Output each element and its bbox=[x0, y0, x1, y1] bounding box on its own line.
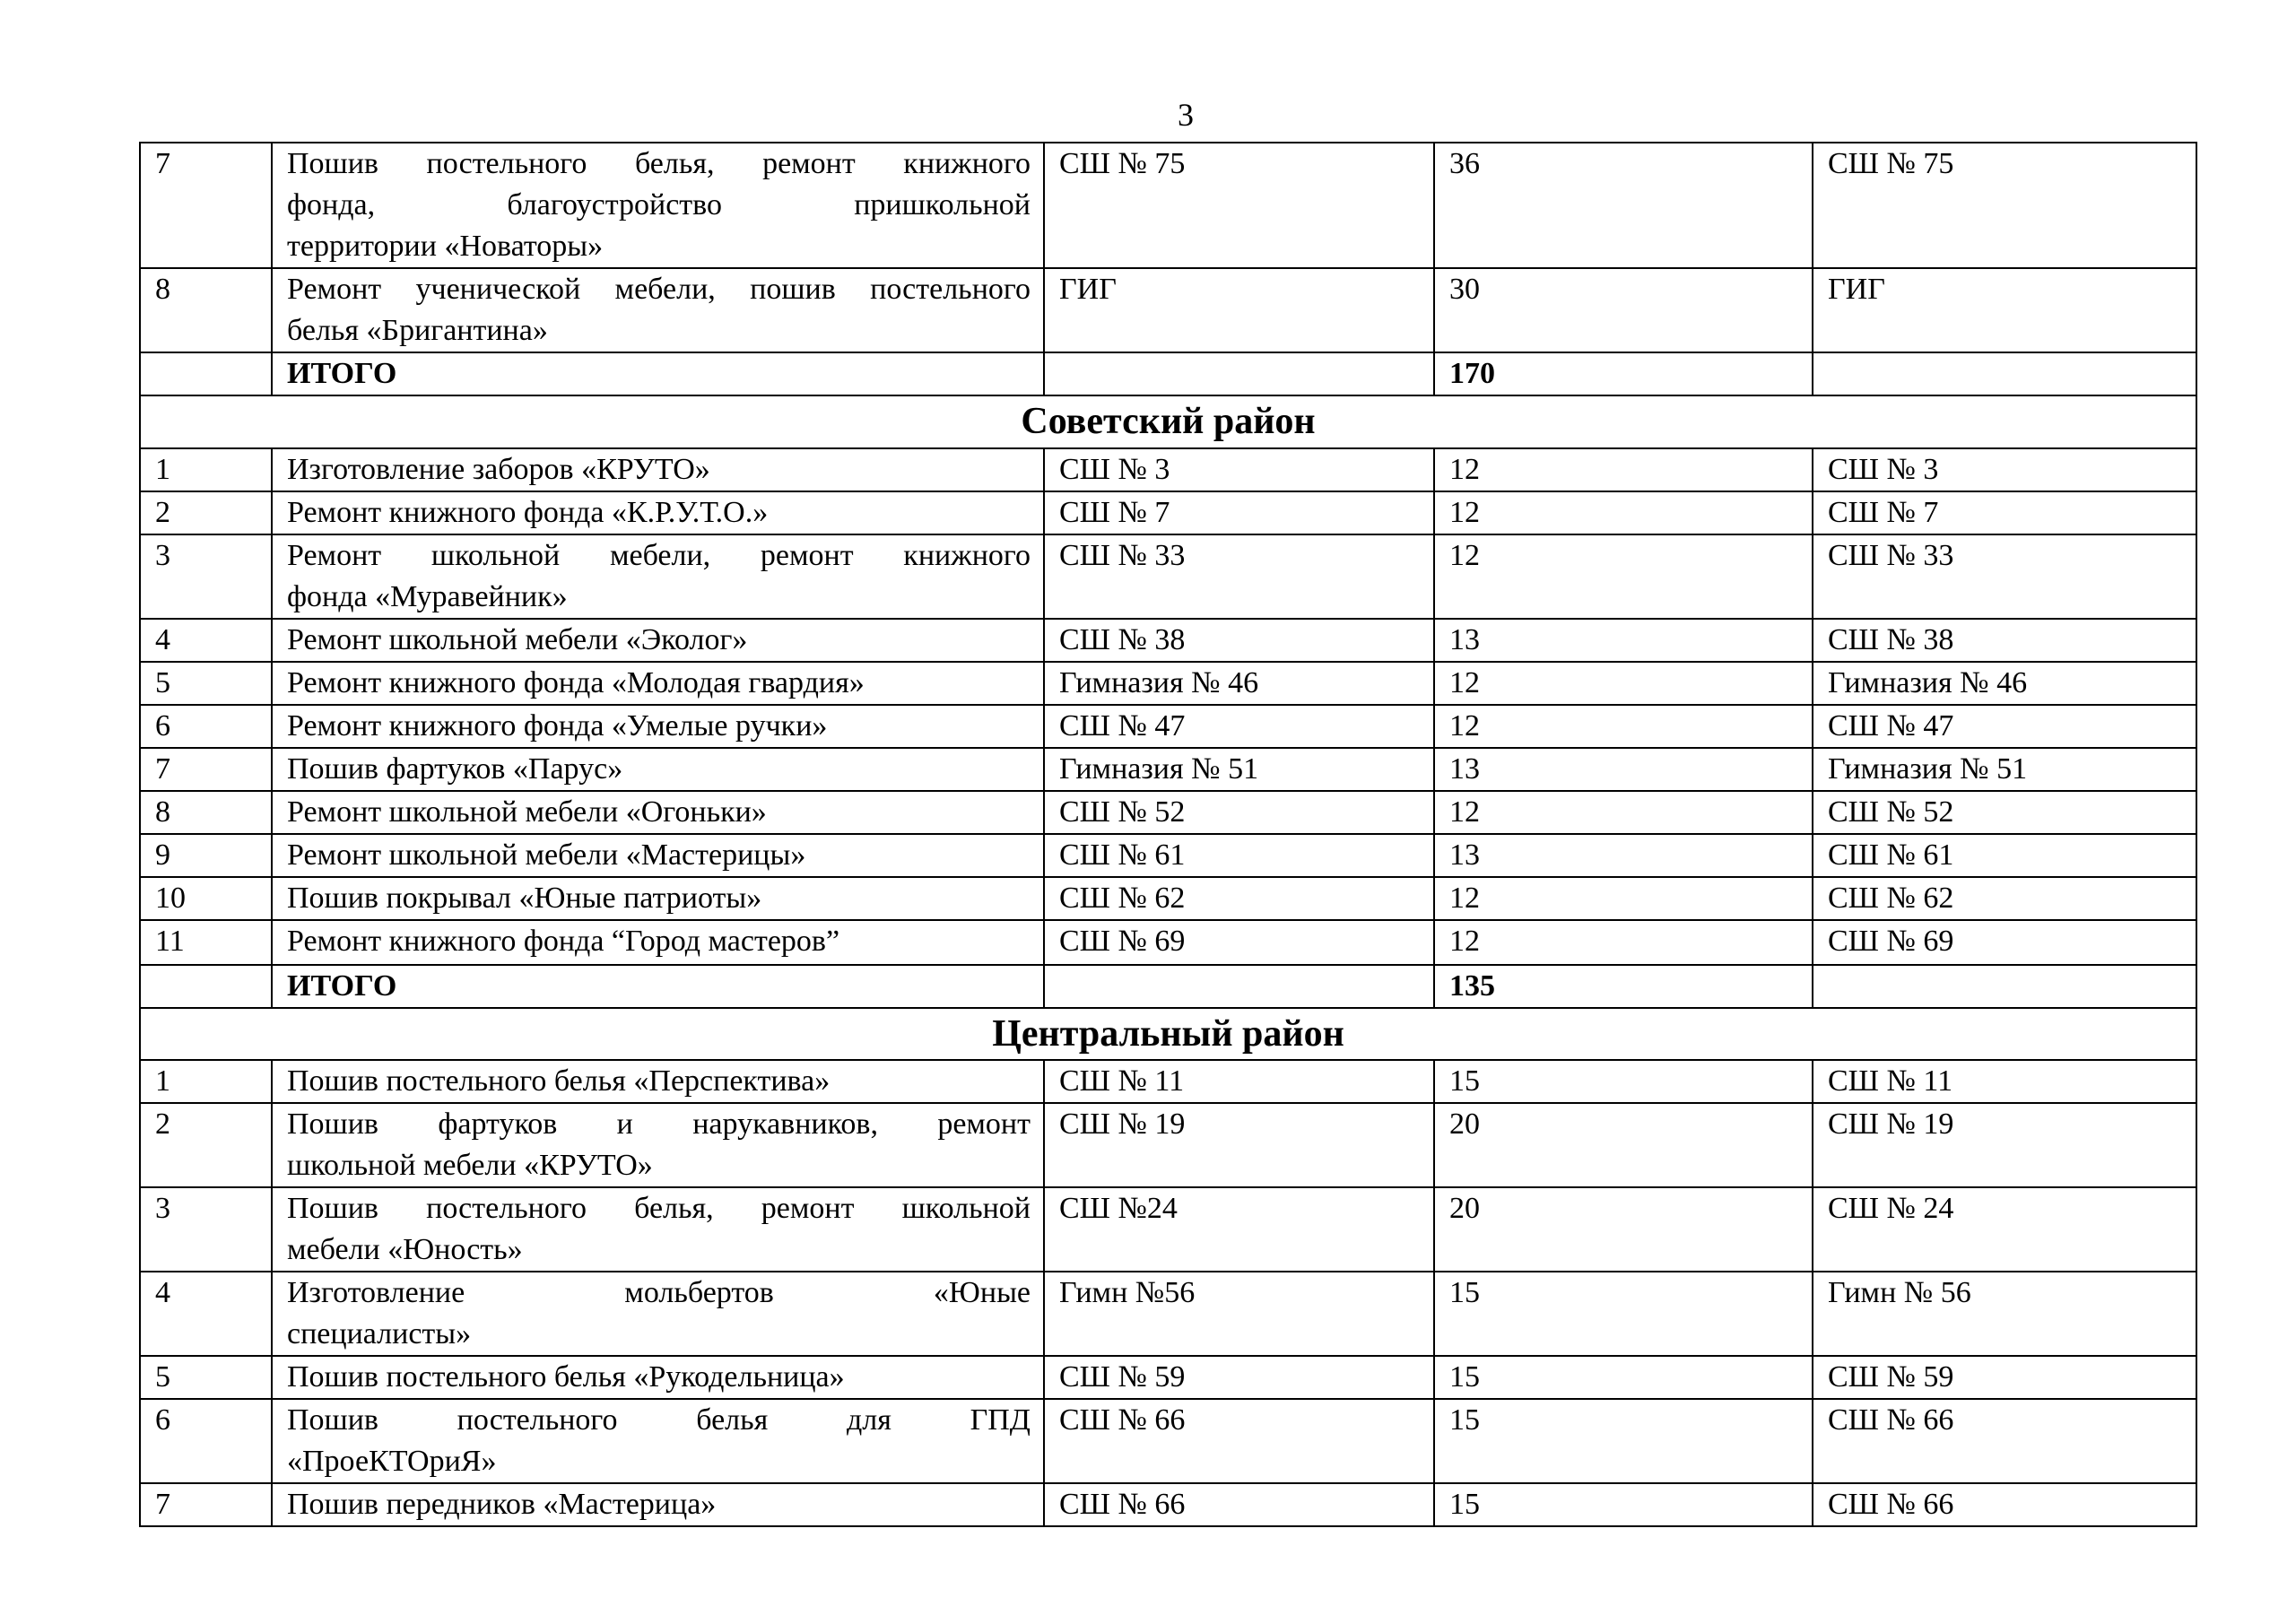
description-line: Изготовление заборов «КРУТО» bbox=[287, 453, 710, 486]
total-empty-cell bbox=[1044, 352, 1434, 395]
school-cell: СШ № 62 bbox=[1044, 877, 1434, 920]
table-row bbox=[140, 748, 2196, 791]
table-row bbox=[140, 705, 2196, 748]
description-line: мебели «Юность» bbox=[287, 1233, 523, 1266]
school-cell: СШ № 61 bbox=[1044, 834, 1434, 877]
table-row bbox=[140, 877, 2196, 920]
participants-count: 15 bbox=[1434, 1356, 1813, 1399]
project-description bbox=[272, 791, 1044, 834]
school-cell: СШ № 69 bbox=[1044, 920, 1434, 965]
total-label: ИТОГО bbox=[272, 965, 1044, 1008]
school-cell: СШ № 11 bbox=[1044, 1060, 1434, 1103]
venue-cell: СШ № 33 bbox=[1813, 534, 2196, 619]
school-cell: СШ № 7 bbox=[1044, 491, 1434, 534]
venue-cell: СШ № 19 bbox=[1813, 1103, 2196, 1187]
description-line: специалисты» bbox=[287, 1317, 472, 1350]
row-number: 5 bbox=[140, 1356, 272, 1399]
venue-cell: СШ № 66 bbox=[1813, 1399, 2196, 1483]
projects-table bbox=[139, 142, 2197, 1527]
venue-cell: СШ № 75 bbox=[1813, 143, 2196, 268]
row-number: 6 bbox=[140, 705, 272, 748]
description-line: фонда, благоустройство пришкольной bbox=[287, 188, 1031, 221]
row-number: 1 bbox=[140, 448, 272, 491]
venue-cell: СШ № 52 bbox=[1813, 791, 2196, 834]
description-line: Пошив покрывал «Юные патриоты» bbox=[287, 881, 762, 915]
description-line: Пошив постельного белья, ремонт книжного bbox=[287, 147, 1031, 180]
project-description bbox=[272, 1103, 1044, 1187]
description-line: Ремонт книжного фонда «Умелые ручки» bbox=[287, 709, 828, 743]
venue-cell: Гимназия № 51 bbox=[1813, 748, 2196, 791]
venue-cell: СШ № 47 bbox=[1813, 705, 2196, 748]
school-cell: Гимназия № 51 bbox=[1044, 748, 1434, 791]
table-row bbox=[140, 268, 2196, 352]
row-number: 4 bbox=[140, 619, 272, 662]
participants-count: 15 bbox=[1434, 1060, 1813, 1103]
participants-count: 15 bbox=[1434, 1399, 1813, 1483]
school-cell: СШ № 66 bbox=[1044, 1483, 1434, 1526]
description-line: Пошив фартуков и нарукавников, ремонт bbox=[287, 1107, 1031, 1141]
description-line: фонда «Муравейник» bbox=[287, 580, 568, 613]
participants-count: 12 bbox=[1434, 491, 1813, 534]
total-row bbox=[140, 352, 2196, 395]
participants-count: 12 bbox=[1434, 662, 1813, 705]
venue-cell: СШ № 69 bbox=[1813, 920, 2196, 965]
row-number: 10 bbox=[140, 877, 272, 920]
description-line: «ПроеКТОриЯ» bbox=[287, 1445, 497, 1478]
row-number: 7 bbox=[140, 1483, 272, 1526]
venue-cell: СШ № 7 bbox=[1813, 491, 2196, 534]
project-description bbox=[272, 143, 1044, 268]
total-value: 170 bbox=[1434, 352, 1813, 395]
project-description bbox=[272, 1399, 1044, 1483]
row-number: 5 bbox=[140, 662, 272, 705]
venue-cell: ГИГ bbox=[1813, 268, 2196, 352]
table-row bbox=[140, 1356, 2196, 1399]
district-title: Центральный район bbox=[140, 1008, 2196, 1060]
venue-cell: СШ № 38 bbox=[1813, 619, 2196, 662]
table-row bbox=[140, 1272, 2196, 1356]
project-description bbox=[272, 662, 1044, 705]
table-row bbox=[140, 1483, 2196, 1526]
total-label: ИТОГО bbox=[272, 352, 1044, 395]
row-number: 3 bbox=[140, 534, 272, 619]
table-row bbox=[140, 1187, 2196, 1272]
school-cell: Гимн №56 bbox=[1044, 1272, 1434, 1356]
table-row bbox=[140, 1103, 2196, 1187]
participants-count: 20 bbox=[1434, 1187, 1813, 1272]
row-number: 1 bbox=[140, 1060, 272, 1103]
school-cell: СШ № 47 bbox=[1044, 705, 1434, 748]
school-cell: СШ № 3 bbox=[1044, 448, 1434, 491]
row-number: 7 bbox=[140, 143, 272, 268]
table-row bbox=[140, 834, 2196, 877]
table-row bbox=[140, 143, 2196, 268]
row-number: 6 bbox=[140, 1399, 272, 1483]
project-description bbox=[272, 834, 1044, 877]
row-number: 8 bbox=[140, 268, 272, 352]
participants-count: 30 bbox=[1434, 268, 1813, 352]
total-empty-cell bbox=[140, 352, 272, 395]
participants-count: 12 bbox=[1434, 920, 1813, 965]
participants-count: 12 bbox=[1434, 705, 1813, 748]
project-description bbox=[272, 748, 1044, 791]
description-line: Ремонт книжного фонда «К.Р.У.Т.О.» bbox=[287, 496, 769, 529]
participants-count: 36 bbox=[1434, 143, 1813, 268]
table-row bbox=[140, 491, 2196, 534]
table-row bbox=[140, 662, 2196, 705]
description-line: Пошив передников «Мастерица» bbox=[287, 1488, 717, 1521]
page-number: 3 bbox=[1178, 97, 1194, 133]
participants-count: 13 bbox=[1434, 748, 1813, 791]
row-number: 8 bbox=[140, 791, 272, 834]
venue-cell: Гимн № 56 bbox=[1813, 1272, 2196, 1356]
venue-cell: СШ № 61 bbox=[1813, 834, 2196, 877]
district-title: Советский район bbox=[140, 395, 2196, 448]
description-line: Ремонт книжного фонда «Молодая гвардия» bbox=[287, 666, 865, 699]
school-cell: ГИГ bbox=[1044, 268, 1434, 352]
venue-cell: СШ № 24 bbox=[1813, 1187, 2196, 1272]
school-cell: СШ № 59 bbox=[1044, 1356, 1434, 1399]
description-line: Изготовление мольбертов «Юные bbox=[287, 1276, 1031, 1309]
participants-count: 20 bbox=[1434, 1103, 1813, 1187]
row-number: 4 bbox=[140, 1272, 272, 1356]
table-row bbox=[140, 1399, 2196, 1483]
district-header-row bbox=[140, 1008, 2196, 1060]
participants-count: 12 bbox=[1434, 791, 1813, 834]
project-description bbox=[272, 534, 1044, 619]
school-cell: Гимназия № 46 bbox=[1044, 662, 1434, 705]
project-description bbox=[272, 268, 1044, 352]
row-number: 2 bbox=[140, 491, 272, 534]
project-description bbox=[272, 877, 1044, 920]
venue-cell: СШ № 66 bbox=[1813, 1483, 2196, 1526]
row-number: 2 bbox=[140, 1103, 272, 1187]
description-line: Пошив постельного белья, ремонт школьной bbox=[287, 1192, 1031, 1225]
description-line: Пошив фартуков «Парус» bbox=[287, 752, 623, 786]
school-cell: СШ № 75 bbox=[1044, 143, 1434, 268]
school-cell: СШ № 33 bbox=[1044, 534, 1434, 619]
row-number: 7 bbox=[140, 748, 272, 791]
total-empty-cell bbox=[1813, 352, 2196, 395]
description-line: Пошив постельного белья «Рукодельница» bbox=[287, 1360, 845, 1394]
project-description bbox=[272, 705, 1044, 748]
total-row bbox=[140, 965, 2196, 1008]
venue-cell: СШ № 59 bbox=[1813, 1356, 2196, 1399]
project-description bbox=[272, 619, 1044, 662]
participants-count: 12 bbox=[1434, 534, 1813, 619]
participants-count: 13 bbox=[1434, 834, 1813, 877]
total-empty-cell bbox=[1044, 965, 1434, 1008]
table-row bbox=[140, 920, 2196, 965]
row-number: 9 bbox=[140, 834, 272, 877]
project-description bbox=[272, 1356, 1044, 1399]
school-cell: СШ № 66 bbox=[1044, 1399, 1434, 1483]
venue-cell: СШ № 3 bbox=[1813, 448, 2196, 491]
total-value: 135 bbox=[1434, 965, 1813, 1008]
school-cell: СШ № 52 bbox=[1044, 791, 1434, 834]
district-header-row bbox=[140, 395, 2196, 448]
table-row bbox=[140, 448, 2196, 491]
row-number: 11 bbox=[140, 920, 272, 965]
description-line: Ремонт ученической мебели, пошив постельного bbox=[287, 273, 1031, 306]
description-line: территории «Новаторы» bbox=[287, 230, 604, 263]
total-empty-cell bbox=[140, 965, 272, 1008]
description-line: Ремонт школьной мебели, ремонт книжного bbox=[287, 539, 1031, 572]
description-line: Ремонт школьной мебели «Эколог» bbox=[287, 623, 748, 656]
total-empty-cell bbox=[1813, 965, 2196, 1008]
description-line: Ремонт книжного фонда “Город мастеров” bbox=[287, 925, 840, 958]
project-description bbox=[272, 1187, 1044, 1272]
project-description bbox=[272, 1272, 1044, 1356]
participants-count: 13 bbox=[1434, 619, 1813, 662]
school-cell: СШ № 19 bbox=[1044, 1103, 1434, 1187]
row-number: 3 bbox=[140, 1187, 272, 1272]
description-line: Пошив постельного белья «Перспектива» bbox=[287, 1064, 831, 1098]
table-row bbox=[140, 791, 2196, 834]
participants-count: 15 bbox=[1434, 1483, 1813, 1526]
description-line: школьной мебели «КРУТО» bbox=[287, 1149, 653, 1182]
project-description bbox=[272, 491, 1044, 534]
description-line: Ремонт школьной мебели «Огоньки» bbox=[287, 795, 767, 829]
school-cell: СШ № 38 bbox=[1044, 619, 1434, 662]
description-line: белья «Бригантина» bbox=[287, 314, 548, 347]
venue-cell: Гимназия № 46 bbox=[1813, 662, 2196, 705]
table-row bbox=[140, 1060, 2196, 1103]
table-body bbox=[140, 143, 2196, 1526]
venue-cell: СШ № 11 bbox=[1813, 1060, 2196, 1103]
project-description bbox=[272, 1060, 1044, 1103]
participants-count: 12 bbox=[1434, 448, 1813, 491]
table-row bbox=[140, 619, 2196, 662]
school-cell: СШ №24 bbox=[1044, 1187, 1434, 1272]
project-description bbox=[272, 1483, 1044, 1526]
description-line: Пошив постельного белья для ГПД bbox=[287, 1403, 1031, 1437]
venue-cell: СШ № 62 bbox=[1813, 877, 2196, 920]
description-line: Ремонт школьной мебели «Мастерицы» bbox=[287, 838, 806, 872]
table-row bbox=[140, 534, 2196, 619]
project-description bbox=[272, 920, 1044, 965]
project-description bbox=[272, 448, 1044, 491]
participants-count: 15 bbox=[1434, 1272, 1813, 1356]
participants-count: 12 bbox=[1434, 877, 1813, 920]
